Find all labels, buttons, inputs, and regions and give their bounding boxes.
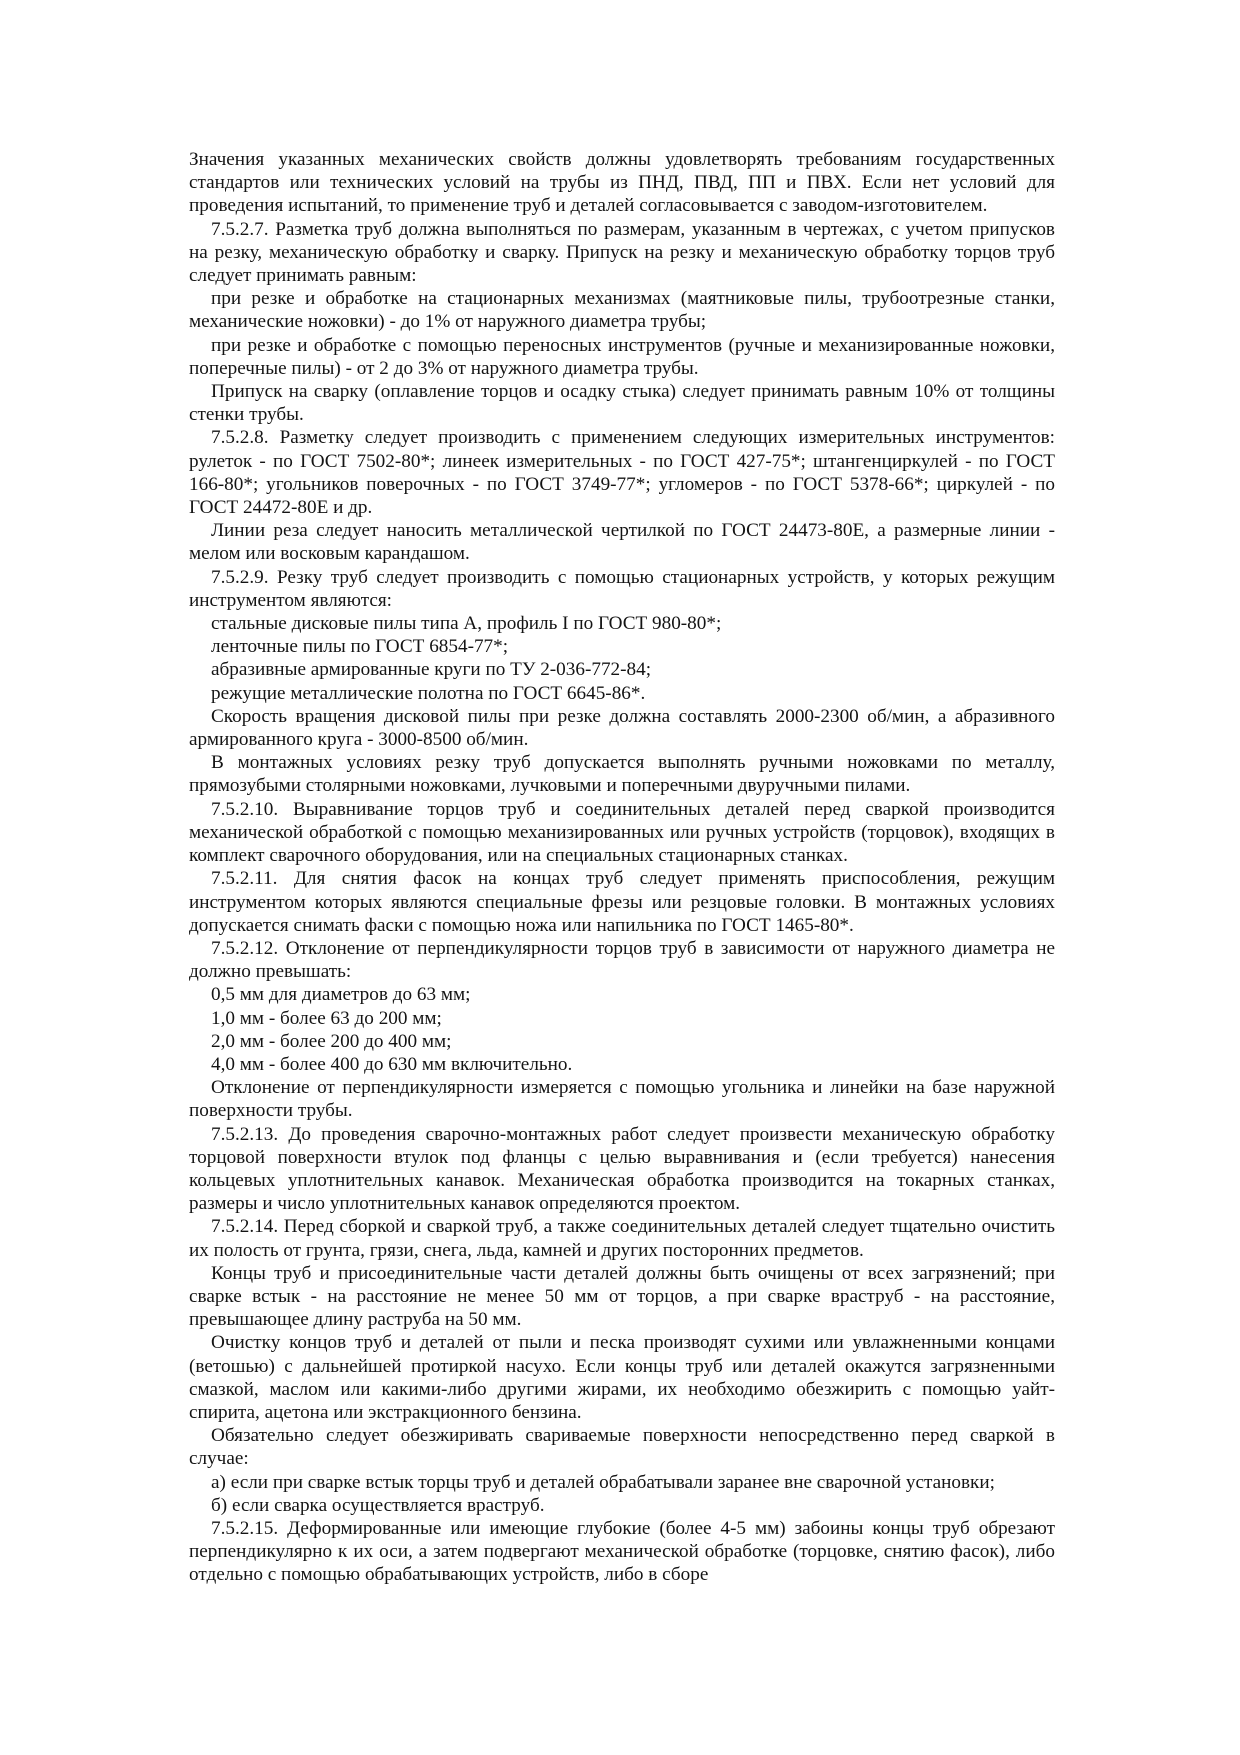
list-item: 0,5 мм для диаметров до 63 мм; [211, 984, 471, 1006]
list-item: абразивные армированные круги по ТУ 2-036-772-84; [211, 659, 652, 681]
list-item: режущие металлические полотна по ГОСТ 6645-86*. [211, 682, 646, 704]
list-item: 1,0 мм - более 63 до 200 мм; [211, 1007, 442, 1029]
list-item: ленточные пилы по ГОСТ 6854-77*; [211, 636, 509, 658]
paragraph: 7.5.2.9. Резку труб следует производить с помощью стационарных устройств, у которых режущим инструментом являются: [189, 566, 1055, 611]
paragraph: 7.5.2.7. Разметка труб должна выполняться по размерам, указанным в чертежах, с учетом припусков на резку, механическую обработку и сварку. Припуск на резку и механическую обработку торцов труб следует принимать равным: [189, 218, 1055, 287]
paragraph: 7.5.2.14. Перед сборкой и сваркой труб, а также соединительных деталей следует тщательно очистить их полость от грунта, грязи, снега, льда, камней и других посторонних предметов. [189, 1216, 1055, 1261]
paragraph: Линии реза следует наносить металлической чертилкой по ГОСТ 24473-80Е, а размерные линии - мелом или восковым карандашом. [189, 520, 1055, 565]
paragraph: 7.5.2.11. Для снятия фасок на концах труб следует применять приспособления, режущим инструментом которых являются специальные фрезы или резцовые головки. В монтажных условиях допускается снимать фаски с помощью ножа или напильника по ГОСТ 1465-80*. [189, 868, 1055, 936]
paragraph: В монтажных условиях резку труб допускается выполнять ручными ножовками по металлу, прямозубыми столярными ножовками, лучковыми и поперечными двуручными пилами. [189, 752, 1055, 797]
list-item: а) если при сварке встык торцы труб и деталей обрабатывали заранее вне сварочной установки; [211, 1471, 995, 1493]
list-item: 4,0 мм - более 400 до 630 мм включительно. [211, 1053, 573, 1075]
paragraph: Значения указанных механических свойств должны удовлетворять требованиям государственных стандартов или технических условий на трубы из ПНД, ПВД, ПП и ПВХ. Если нет условий для проведения испытаний, то применение труб и деталей согласовывается с заводом-изготовителем. [189, 149, 1055, 217]
paragraph: 7.5.2.10. Выравнивание торцов труб и соединительных деталей перед сваркой производится механической обработкой с помощью механизированных или ручных устройств (торцовок), входящих в комплект сварочного оборудования, или на специальных стационарных станках. [189, 798, 1055, 867]
paragraph: Концы труб и присоединительные части деталей должны быть очищены от всех загрязнений; при сварке встык - на расстояние не менее 50 мм от торцов, а при сварке враструб - на расстояние, превышающее длину раструба на 50 мм. [189, 1262, 1055, 1331]
paragraph: 7.5.2.13. До проведения сварочно-монтажных работ следует произвести механическую обработку торцовой поверхности втулок под фланцы с целью выравнивания и (если требуется) нанесения кольцевых уплотнительных канавок. Механическая обработка производится на токарных станках, размеры и число уплотнительных канавок определяются проектом. [189, 1123, 1055, 1215]
paragraph: Припуск на сварку (оплавление торцов и осадку стыка) следует принимать равным 10% от толщины стенки трубы. [189, 381, 1055, 426]
list-item: при резке и обработке на стационарных механизмах (маятниковые пилы, трубоотрезные станки, механические ножовки) - до 1% от наружного диаметра трубы; [189, 288, 1055, 333]
paragraph: 7.5.2.8. Разметку следует производить с применением следующих измерительных инструментов: рулеток - по ГОСТ 7502-80*; линеек измерительных - по ГОСТ 427-75*; штангенциркулей - по ГОСТ 166-80*; угольников поверочных - по ГОСТ 3749-77*; угломеров - по ГОСТ 5378-66*; циркулей - по ГОСТ 24472-80Е и др. [189, 427, 1055, 519]
list-item: 2,0 мм - более 200 до 400 мм; [211, 1030, 452, 1052]
paragraph: Обязательно следует обезжиривать свариваемые поверхности непосредственно перед сваркой в случае: [189, 1425, 1055, 1470]
paragraph: 7.5.2.12. Отклонение от перпендикулярности торцов труб в зависимости от наружного диаметра не должно превышать: [189, 937, 1055, 983]
paragraph: Отклонение от перпендикулярности измеряется с помощью угольника и линейки на базе наружной поверхности трубы. [189, 1077, 1055, 1122]
list-item: стальные дисковые пилы типа А, профиль I по ГОСТ 980-80*; [211, 613, 722, 635]
list-item: б) если сварка осуществляется враструб. [211, 1494, 545, 1516]
paragraph: 7.5.2.15. Деформированные или имеющие глубокие (более 4-5 мм) забоины концы труб обрезают перпендикулярно к их оси, а затем подвергают механической обработке (торцовке, снятию фасок), либо отдельно с помощью обрабатывающих устройств, либо в сборе [189, 1517, 1055, 1586]
paragraph: Скорость вращения дисковой пилы при резке должна составлять 2000-2300 об/мин, а абразивного армированного круга - 3000-8500 об/мин. [189, 705, 1055, 751]
list-item: при резке и обработке с помощью переносных инструментов (ручные и механизированные ножовки, поперечные пилы) - от 2 до 3% от наружного диаметра трубы. [189, 334, 1055, 379]
paragraph: Очистку концов труб и деталей от пыли и песка производят сухими или увлажненными концами (ветошью) с дальнейшей протиркой насухо. Если концы труб или деталей окажутся загрязненными смазкой, маслом или какими-либо другими жирами, их необходимо обезжирить с помощью уайт-спирита, ацетона или экстракционного бензина. [189, 1332, 1055, 1423]
document-body [189, 148, 1055, 1587]
